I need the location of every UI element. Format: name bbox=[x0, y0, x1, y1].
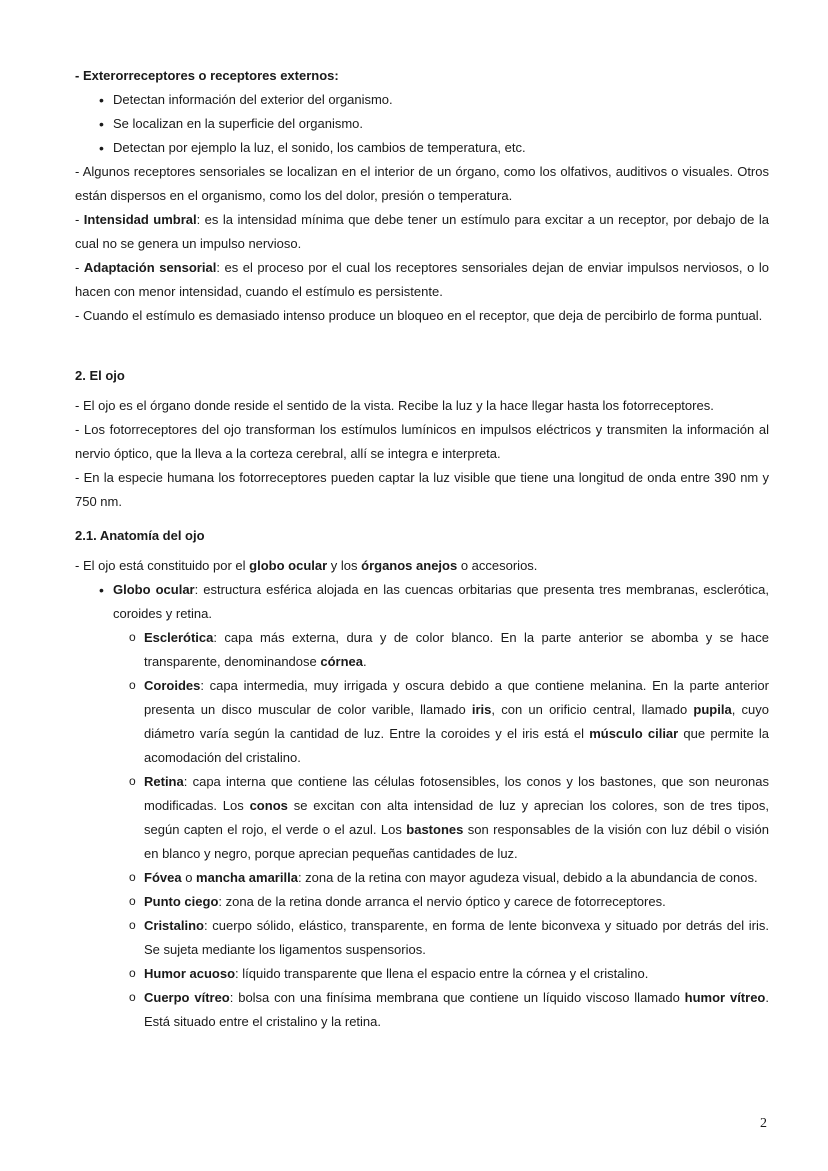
section-title-el-ojo: 2. El ojo bbox=[75, 368, 125, 383]
paragraph-anatomia-intro: - El ojo está constituido por el globo ocular y los órganos anejos o accesorios. bbox=[75, 558, 538, 573]
sub-item-cristalino: o Cristalino: cuerpo sólido, elástico, transparente, en forma de lente biconvexa y situado por detrás del iris. Se sujeta mediante los ligamentos suspensorios. bbox=[75, 914, 769, 962]
paragraph-adaptacion-sensorial: - Adaptación sensorial: es el proceso por el cual los receptores sensoriales dejan de enviar impulsos nerviosos, o lo hacen con menor intensidad, cuando el estímulo es persistente. bbox=[75, 260, 769, 299]
bullet-globo-ocular: • Globo ocular: estructura esférica alojada en las cuencas orbitarias que presenta tres membranas, esclerótica, coroides y retina. bbox=[75, 578, 769, 626]
bullet-item: • Se localizan en la superficie del organismo. bbox=[75, 112, 769, 136]
sub-item-retina: o Retina: capa interna que contiene las células fotosensibles, los conos y los bastones, que son neuronas modificadas. Los conos se excitan con alta intensidad de luz y aprecian los colores, son de tres tipos, según capten el rojo, el verde o el azul. Los bastones son responsables de la visión con luz débil o visión en blanco y negro, porque aprecian pequeñas cantidades de luz. bbox=[75, 770, 769, 866]
section-title-anatomia: 2.1. Anatomía del ojo bbox=[75, 528, 205, 543]
paragraph-bloqueo: - Cuando el estímulo es demasiado intenso produce un bloqueo en el receptor, que deja de percibirlo de forma puntual. bbox=[75, 308, 763, 323]
sub-item-punto-ciego: o Punto ciego: zona de la retina donde arranca el nervio óptico y carece de fotorreceptores. bbox=[75, 890, 769, 914]
exteroreceptors-title: - Exterorreceptores o receptores externos: bbox=[75, 68, 339, 83]
term-intensidad-umbral: Intensidad umbral bbox=[83, 212, 197, 227]
term-adaptacion-sensorial: Adaptación sensorial bbox=[83, 260, 217, 275]
sub-item-humor-acuoso: o Humor acuoso: líquido transparente que llena el espacio entre la córnea y el cristalino. bbox=[75, 962, 769, 986]
document-page bbox=[75, 64, 769, 1034]
paragraph-longitud-onda: - En la especie humana los fotorreceptores pueden captar la luz visible que tiene una longitud de onda entre 390 nm y 750 nm. bbox=[75, 470, 769, 509]
page-number: 2 bbox=[760, 1116, 767, 1131]
sub-item-cuerpo-vitreo: o Cuerpo vítreo: bolsa con una finísima membrana que contiene un líquido viscoso llamado humor vítreo. Está situado entre el cristalino y la retina. bbox=[75, 986, 769, 1034]
sub-item-coroides: o Coroides: capa intermedia, muy irrigada y oscura debido a que contiene melanina. En la parte anterior presenta un disco muscular de color varible, llamado iris, con un orificio central, llamado pupila, cuyo diámetro varía según la cantidad de luz. Entre la coroides y el iris está el músculo ciliar que permite la acomodación del cristalino. bbox=[75, 674, 769, 770]
paragraph-fotorreceptores: - Los fotorreceptores del ojo transforman los estímulos lumínicos en impulsos eléctricos y transmiten la información al nervio óptico, que la lleva a la corteza cerebral, allí se integra e interpreta. bbox=[75, 422, 769, 461]
sub-item-esclerotica: o Esclerótica: capa más externa, dura y de color blanco. En la parte anterior se abomba y se hace transparente, denominandose córnea. bbox=[75, 626, 769, 674]
sub-item-fovea: o Fóvea o mancha amarilla: zona de la retina con mayor agudeza visual, debido a la abundancia de conos. bbox=[75, 866, 769, 890]
paragraph-receptor-location: - Algunos receptores sensoriales se localizan en el interior de un órgano, como los olfativos, auditivos o visuales. Otros están dispersos en el organismo, como los del dolor, presión o temperatura. bbox=[75, 164, 769, 203]
bullet-item: • Detectan por ejemplo la luz, el sonido, los cambios de temperatura, etc. bbox=[75, 136, 769, 160]
bullet-item: • Detectan información del exterior del organismo. bbox=[75, 88, 769, 112]
paragraph-intensidad-umbral: - Intensidad umbral: es la intensidad mínima que debe tener un estímulo para excitar a un receptor, por debajo de la cual no se genera un impulso nervioso. bbox=[75, 212, 769, 251]
paragraph-ojo-organo: - El ojo es el órgano donde reside el sentido de la vista. Recibe la luz y la hace llegar hasta los fotorreceptores. bbox=[75, 398, 714, 413]
